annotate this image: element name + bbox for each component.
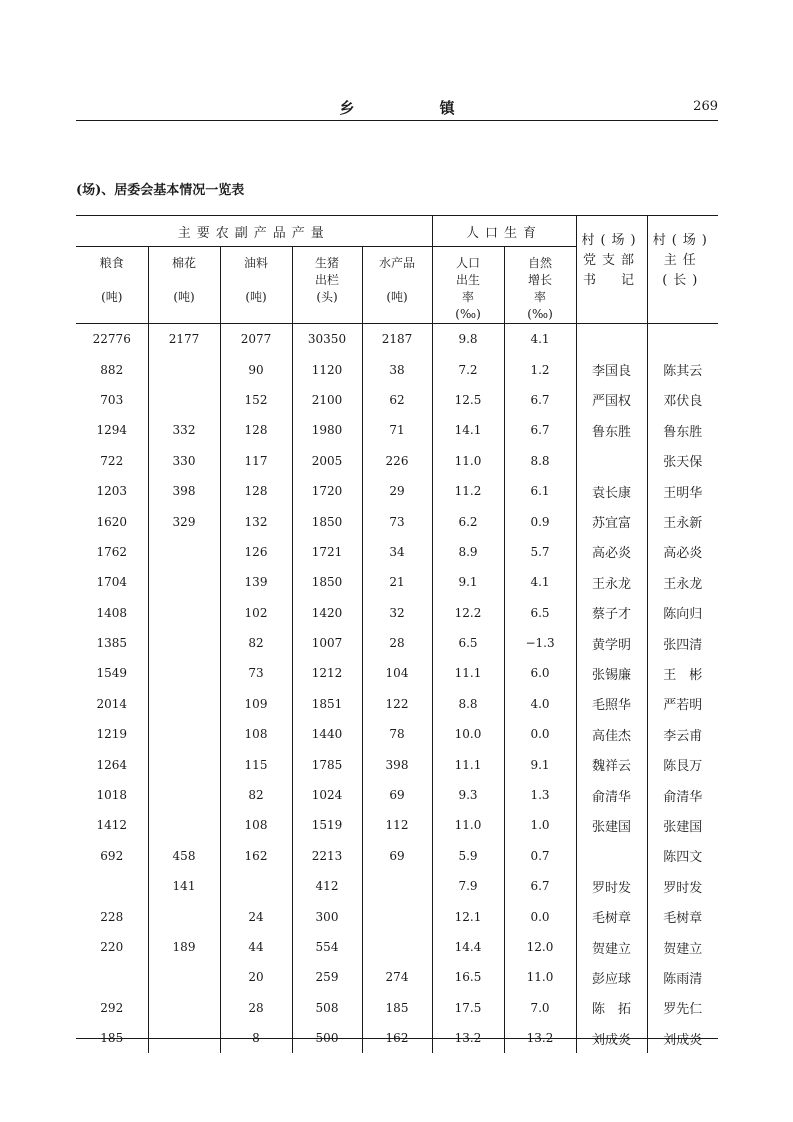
col-header-label: 水产品	[379, 256, 416, 270]
table-cell: 6.7	[504, 385, 576, 415]
table-cell: 141	[148, 871, 220, 901]
table-cell: 0.7	[504, 841, 576, 871]
col-header-unit: (吨)	[101, 290, 123, 304]
table-cell: 陈四文	[663, 850, 703, 866]
table-cell: 185	[362, 993, 432, 1023]
table-cell: 14.1	[432, 415, 504, 445]
table-cell	[576, 446, 647, 476]
table-cell: 22776	[76, 324, 148, 355]
table-cell: 7.9	[432, 871, 504, 901]
table-cell: 162	[362, 1023, 432, 1053]
table-cell: 李云甫	[663, 728, 703, 744]
col-header-label: 人口出生	[456, 256, 481, 287]
table-row	[76, 932, 718, 962]
table-cell: 0.0	[504, 719, 576, 749]
table-row	[76, 476, 718, 506]
table-cell: 412	[292, 871, 362, 901]
table-row	[76, 506, 718, 536]
table-cell: 魏祥云	[576, 749, 647, 779]
table-cell	[148, 719, 220, 749]
table-cell: 6.2	[432, 506, 504, 536]
table-row	[76, 780, 718, 810]
table-cell	[148, 901, 220, 931]
col-header-label: 生猪出栏	[314, 256, 339, 287]
table-cell: 32	[362, 598, 432, 628]
table-row	[76, 324, 718, 355]
table-cell: 5.9	[432, 841, 504, 871]
table-cell: 300	[292, 901, 362, 931]
table-cell: 张天保	[663, 455, 703, 471]
table-cell: 8	[220, 1023, 292, 1053]
table-cell: 128	[220, 476, 292, 506]
table-cell: 329	[148, 506, 220, 536]
table-cell: 152	[220, 385, 292, 415]
col-header-label: 粮食	[99, 256, 124, 270]
table-cell: 11.2	[432, 476, 504, 506]
table-cell: 274	[362, 962, 432, 992]
table-cell	[362, 901, 432, 931]
table-cell	[148, 537, 220, 567]
table-cell	[647, 324, 718, 355]
table-cell: 1294	[76, 415, 148, 445]
table-row	[76, 354, 718, 384]
table-cell: 王永龙	[576, 567, 647, 597]
table-cell: 2014	[76, 689, 148, 719]
table-cell	[576, 324, 647, 355]
table-cell: 398	[148, 476, 220, 506]
table-cell: 220	[76, 932, 148, 962]
col-header-natural-growth	[504, 247, 576, 324]
table-row	[76, 962, 718, 992]
table-cell: 毛树章	[663, 911, 703, 927]
table-cell: 117	[220, 446, 292, 476]
table-cell: 严若明	[663, 698, 703, 714]
col-header-unit: (吨)	[245, 290, 267, 304]
table-cell: 1762	[76, 537, 148, 567]
table-cell	[76, 962, 148, 992]
col-header-cotton	[148, 247, 220, 324]
table-cell: 陈 拓	[576, 993, 647, 1023]
table-cell: 44	[220, 932, 292, 962]
table-cell: 2100	[292, 385, 362, 415]
table-cell	[362, 932, 432, 962]
table-cell: 9.1	[432, 567, 504, 597]
table-cell: 1440	[292, 719, 362, 749]
table-cell	[148, 780, 220, 810]
col-header-aquatic	[362, 247, 432, 324]
table-cell: 8.9	[432, 537, 504, 567]
table-cell: 7.2	[432, 354, 504, 384]
table-body	[76, 324, 718, 1054]
table-cell: 王永龙	[663, 576, 703, 592]
table-cell: 1549	[76, 658, 148, 688]
table-cell	[76, 871, 148, 901]
table-cell: 0.0	[504, 901, 576, 931]
table-cell: 12.5	[432, 385, 504, 415]
table-cell: 330	[148, 446, 220, 476]
group-header-population: 人口生育	[432, 216, 576, 247]
table-row	[76, 537, 718, 567]
table-cell: 6.7	[504, 871, 576, 901]
table-cell: 21	[362, 567, 432, 597]
table-cell: 贺建立	[663, 941, 703, 957]
table-cell: 28	[362, 628, 432, 658]
table-cell: 259	[292, 962, 362, 992]
table-cell: 1385	[76, 628, 148, 658]
table-cell: 严国权	[576, 385, 647, 415]
table-cell: 185	[76, 1023, 148, 1053]
table-cell: 李国良	[576, 354, 647, 384]
table-cell: 1980	[292, 415, 362, 445]
table-cell: 毛树章	[576, 901, 647, 931]
table-cell	[148, 385, 220, 415]
table-cell: 张四清	[663, 637, 703, 653]
table-cell: 邓伏良	[663, 394, 703, 410]
table-row	[76, 567, 718, 597]
col-header-party-secretary: 村(场) 党支部 书 记	[576, 216, 647, 324]
table-cell: 122	[362, 689, 432, 719]
table-row	[76, 415, 718, 445]
table-cell: 109	[220, 689, 292, 719]
col-header-birth-rate	[432, 247, 504, 324]
table-cell: 1851	[292, 689, 362, 719]
table-row	[76, 810, 718, 840]
table-cell	[148, 962, 220, 992]
col-header-label: 棉花	[171, 256, 196, 270]
table-cell: 1620	[76, 506, 148, 536]
table-cell: 刘成炎	[576, 1023, 647, 1053]
table-cell: 俞清华	[663, 789, 703, 805]
table-cell: 1721	[292, 537, 362, 567]
table-cell: 8.8	[504, 446, 576, 476]
table-cell: 张建国	[663, 819, 703, 835]
table-cell: 贺建立	[576, 932, 647, 962]
table-cell: 78	[362, 719, 432, 749]
col-header-director: 村(场) 主任(长)	[647, 216, 718, 324]
page-number: 269	[693, 99, 718, 114]
table-cell: 陈艮万	[663, 759, 703, 775]
table-cell: 692	[76, 841, 148, 871]
table-cell: 1007	[292, 628, 362, 658]
table-row	[76, 385, 718, 415]
table-cell: 292	[76, 993, 148, 1023]
table-cell: 1850	[292, 567, 362, 597]
table-cell: 104	[362, 658, 432, 688]
table-cell: 11.1	[432, 749, 504, 779]
table-cell	[362, 871, 432, 901]
table-cell: 13.2	[504, 1023, 576, 1053]
table-cell: 高必炎	[576, 537, 647, 567]
table-cell: 鲁东胜	[663, 424, 703, 440]
table-cell: 11.0	[432, 810, 504, 840]
table-cell: 袁长康	[576, 476, 647, 506]
table-row	[76, 658, 718, 688]
table-cell: 蔡子才	[576, 598, 647, 628]
table-cell: 1412	[76, 810, 148, 840]
table-cell: 4.0	[504, 689, 576, 719]
table-cell: 108	[220, 719, 292, 749]
table-cell	[148, 628, 220, 658]
table-cell: 1420	[292, 598, 362, 628]
table-cell: 5.7	[504, 537, 576, 567]
table-cell: 398	[362, 749, 432, 779]
table-bottom-rule	[76, 1038, 718, 1039]
table-cell: 高必炎	[663, 546, 703, 562]
table-cell: 1219	[76, 719, 148, 749]
table-cell: 13.2	[432, 1023, 504, 1053]
table-cell: 11.1	[432, 658, 504, 688]
table-cell: 9.1	[504, 749, 576, 779]
table-cell: 1018	[76, 780, 148, 810]
table-cell: 73	[362, 506, 432, 536]
col-header-label: 自然增长	[528, 256, 553, 287]
col-header-unit: (吨)	[386, 290, 408, 304]
table-cell: 508	[292, 993, 362, 1023]
table-cell: 黄学明	[576, 628, 647, 658]
table-cell: 7.0	[504, 993, 576, 1023]
table-row	[76, 901, 718, 931]
table-cell: 90	[220, 354, 292, 384]
table-cell: 12.1	[432, 901, 504, 931]
table-cell: 73	[220, 658, 292, 688]
table-cell: 82	[220, 628, 292, 658]
table-cell: 1704	[76, 567, 148, 597]
table-row	[76, 871, 718, 901]
table-cell: 俞清华	[576, 780, 647, 810]
table-row	[76, 749, 718, 779]
table-cell: 29	[362, 476, 432, 506]
table-cell: 王明华	[663, 485, 703, 501]
table-cell: 6.5	[432, 628, 504, 658]
table-cell: 1.2	[504, 354, 576, 384]
table-cell: 14.4	[432, 932, 504, 962]
table-cell: 139	[220, 567, 292, 597]
table-row	[76, 841, 718, 871]
table-cell: 4.1	[504, 324, 576, 355]
table-row	[76, 446, 718, 476]
table-cell: 332	[148, 415, 220, 445]
table-cell: 128	[220, 415, 292, 445]
table-cell: 17.5	[432, 993, 504, 1023]
table-cell: 69	[362, 841, 432, 871]
table-cell: 8.8	[432, 689, 504, 719]
table-cell: 162	[220, 841, 292, 871]
col-header-unit: (头)	[316, 290, 338, 304]
table-cell: 1720	[292, 476, 362, 506]
table-cell: 刘成炎	[663, 1032, 703, 1048]
table-cell: 226	[362, 446, 432, 476]
table-cell	[148, 689, 220, 719]
col-header-unit: 率(‰)	[455, 290, 481, 321]
table-cell: 132	[220, 506, 292, 536]
table-cell: 126	[220, 537, 292, 567]
table-cell: 500	[292, 1023, 362, 1053]
table-cell: 24	[220, 901, 292, 931]
group-header-products: 主要农副产品产量	[76, 216, 432, 247]
col-header-label: 油料	[243, 256, 268, 270]
table-cell: 9.3	[432, 780, 504, 810]
table-cell: 4.1	[504, 567, 576, 597]
table-cell: 1024	[292, 780, 362, 810]
table-cell: 12.0	[504, 932, 576, 962]
table-row	[76, 598, 718, 628]
table-cell: 108	[220, 810, 292, 840]
table-cell: 82	[220, 780, 292, 810]
table-cell: 11.0	[504, 962, 576, 992]
col-header-unit: 率(‰)	[527, 290, 553, 321]
table-cell: 9.8	[432, 324, 504, 355]
table-cell: 554	[292, 932, 362, 962]
table-cell: 189	[148, 932, 220, 962]
col-header-unit: (吨)	[173, 290, 195, 304]
table-cell: 115	[220, 749, 292, 779]
table-cell	[148, 598, 220, 628]
table-cell: 1264	[76, 749, 148, 779]
table-cell: 112	[362, 810, 432, 840]
table-cell: 1408	[76, 598, 148, 628]
table-cell: 6.1	[504, 476, 576, 506]
table-cell: 2077	[220, 324, 292, 355]
table-cell	[148, 658, 220, 688]
table-cell	[148, 749, 220, 779]
table-row	[76, 628, 718, 658]
table-cell: 王永新	[663, 516, 703, 532]
table-row	[76, 993, 718, 1023]
table-cell: 毛照华	[576, 689, 647, 719]
col-header-grain	[76, 247, 148, 324]
table-cell: 16.5	[432, 962, 504, 992]
table-cell: 彭应球	[576, 962, 647, 992]
table-cell: 1120	[292, 354, 362, 384]
table-cell: 2177	[148, 324, 220, 355]
table-cell: 2213	[292, 841, 362, 871]
table-cell: 10.0	[432, 719, 504, 749]
table-cell: 458	[148, 841, 220, 871]
table-cell: 鲁东胜	[576, 415, 647, 445]
table-cell: 陈其云	[663, 364, 703, 380]
table-cell: 1519	[292, 810, 362, 840]
table-cell: 2187	[362, 324, 432, 355]
table-cell: 882	[76, 354, 148, 384]
table-cell: 34	[362, 537, 432, 567]
table-cell: 1212	[292, 658, 362, 688]
table-cell: 1203	[76, 476, 148, 506]
col-header-hogs	[292, 247, 362, 324]
table-cell: 6.5	[504, 598, 576, 628]
table-row	[76, 689, 718, 719]
table-cell	[576, 841, 647, 871]
table-cell	[220, 871, 292, 901]
table-cell: 苏宜富	[576, 506, 647, 536]
table-cell: 6.7	[504, 415, 576, 445]
table-cell	[148, 993, 220, 1023]
table-cell: 1.3	[504, 780, 576, 810]
col-header-oilseed	[220, 247, 292, 324]
page-header	[76, 96, 718, 121]
table-cell: 1.0	[504, 810, 576, 840]
table-cell: 高佳杰	[576, 719, 647, 749]
table-cell	[148, 354, 220, 384]
village-statistics-table	[76, 216, 718, 1053]
table-cell: 228	[76, 901, 148, 931]
table-cell: 1785	[292, 749, 362, 779]
table-cell: 102	[220, 598, 292, 628]
table-cell: 2005	[292, 446, 362, 476]
table-cell: 703	[76, 385, 148, 415]
table-cell: 陈向归	[663, 607, 703, 623]
table-cell: 11.0	[432, 446, 504, 476]
table-cell: 30350	[292, 324, 362, 355]
table-cell: 王 彬	[663, 667, 703, 683]
table-cell: 38	[362, 354, 432, 384]
table-cell: 28	[220, 993, 292, 1023]
table-cell: 罗时发	[576, 871, 647, 901]
table-cell: 6.0	[504, 658, 576, 688]
table-cell: 张建国	[576, 810, 647, 840]
table-row	[76, 719, 718, 749]
table-cell: 71	[362, 415, 432, 445]
table-cell	[148, 810, 220, 840]
table-cell: 张锡廉	[576, 658, 647, 688]
table-cell: −1.3	[504, 628, 576, 658]
running-title: 乡 镇	[339, 99, 495, 117]
table-cell: 陈雨清	[663, 971, 703, 987]
table-cell: 0.9	[504, 506, 576, 536]
group-header-row	[76, 216, 718, 247]
table-cell	[148, 567, 220, 597]
table-cell: 62	[362, 385, 432, 415]
table-title: (场)、居委会基本情况一览表	[76, 183, 245, 198]
table-cell: 罗时发	[663, 880, 703, 896]
table-cell: 罗先仁	[663, 1002, 703, 1018]
table-cell: 12.2	[432, 598, 504, 628]
table-cell: 1850	[292, 506, 362, 536]
table-cell: 722	[76, 446, 148, 476]
table-cell: 20	[220, 962, 292, 992]
table-cell: 69	[362, 780, 432, 810]
